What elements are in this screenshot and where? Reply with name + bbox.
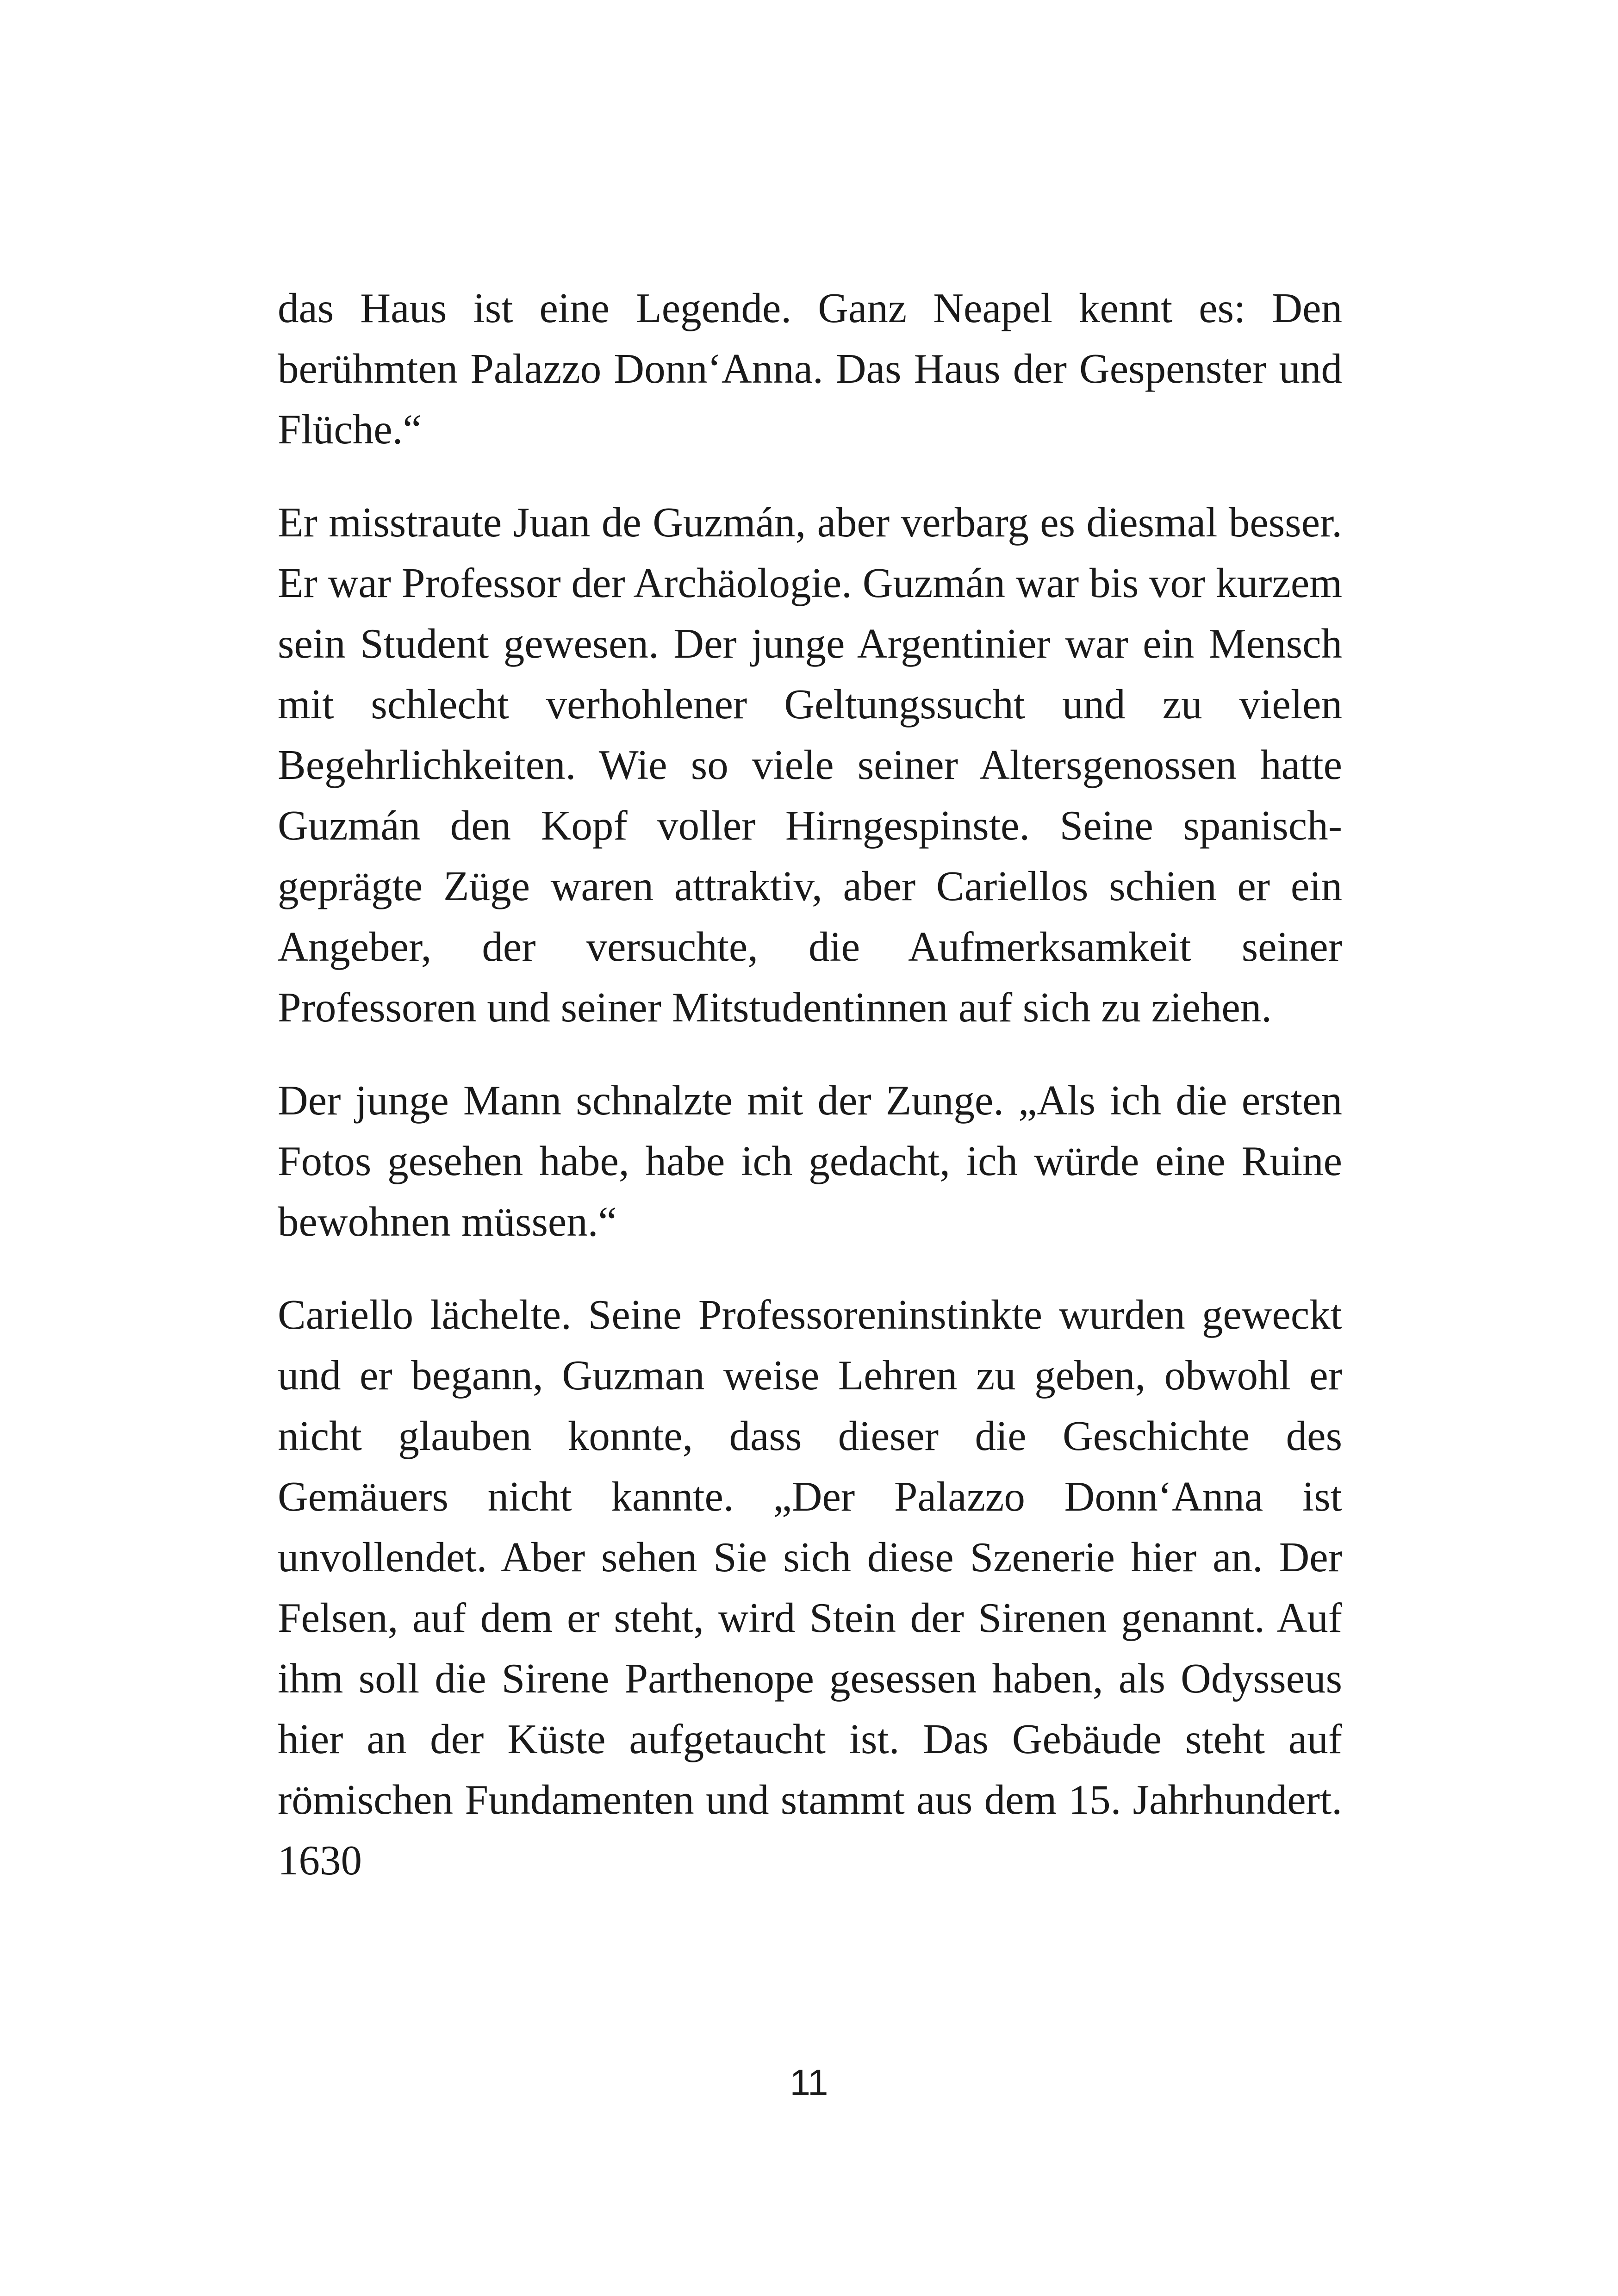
page-number: 11 (790, 2062, 828, 2103)
paragraph: das Haus ist eine Legende. Ganz Neapel kennt es: Den berühmten Palazzo Donn‘Anna. Das Haus der Gespenster und Flüche.“ (278, 285, 1342, 453)
paragraph: Der junge Mann schnalzte mit der Zunge. „Als ich die ersten Fotos gesehen habe, habe ich gedacht, ich würde eine Ruine bewohnen müssen.“ (278, 1077, 1342, 1245)
body-text (278, 278, 1342, 1923)
paragraph: Er misstraute Juan de Guzmán, aber verbarg es diesmal besser. Er war Professor der Archäologie. Guzmán war bis vor kurzem sein Student gewesen. Der junge Argentinier war ein Mensch mit schlecht verhohlener Geltungssucht und zu vielen Begehrlichkeiten. Wie so viele seiner Altersgenossen hatte Guzmán den Kopf voller Hirngespinste. Seine spanisch-geprägte Züge waren attraktiv, aber Cariellos schien er ein Angeber, der versuchte, die Aufmerksamkeit seiner Professoren und seiner Mitstudentinnen auf sich zu ziehen. (278, 499, 1342, 1031)
paragraph: Cariello lächelte. Seine Professoreninstinkte wurden geweckt und er begann, Guzman weise Lehren zu geben, obwohl er nicht glauben konnte, dass dieser die Geschichte des Gemäuers nicht kannte. „Der Palazzo Donn‘Anna ist unvollendet. Aber sehen Sie sich diese Szenerie hier an. Der Felsen, auf dem er steht, wird Stein der Sirenen genannt. Auf ihm soll die Sirene Parthenope gesessen haben, als Odysseus hier an der Küste aufgetaucht ist. Das Gebäude steht auf römischen Fundamenten und stammt aus dem 15. Jahrhundert. 1630 (278, 1291, 1342, 1884)
